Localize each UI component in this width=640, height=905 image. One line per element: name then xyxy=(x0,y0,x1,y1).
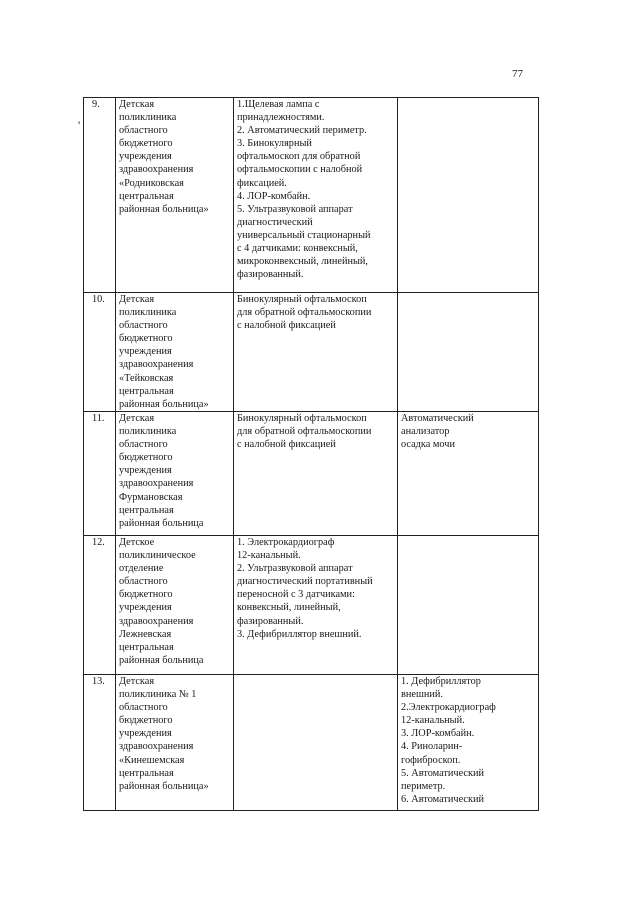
table-row xyxy=(84,293,539,412)
table-row xyxy=(84,536,539,675)
organization-name: Детская поликлиника областного бюджетного учреждения здравоохранения Фурмановская центральная районная больница xyxy=(119,413,204,529)
row-number-cell xyxy=(84,98,116,293)
equipment-cell xyxy=(234,293,398,412)
additional-equipment-cell xyxy=(398,536,539,675)
equipment-list: 1.Щелевая лампа с принадлежностями. 2. Автоматический периметр. 3. Бинокулярный офтальмоскоп для обратной офтальмоскопии с налобной фиксацией. 4. ЛОР-комбайн. 5. Ультразвуковой аппарат диагностический универсальный стационарный с 4 датчиками: конвексный, микроконвексный, линейный, фазированный. xyxy=(237,99,371,281)
equipment-cell xyxy=(234,412,398,536)
organization-cell xyxy=(116,293,234,412)
organization-name: Детская поликлиника областного бюджетного учреждения здравоохранения «Тейковская центральная районная больница» xyxy=(119,294,209,410)
page-number: 77 xyxy=(512,68,523,80)
equipment-list: 1. Электрокардиограф 12-канальный. 2. Ультразвуковой аппарат диагностический портативный переносной с 3 датчиками: конвексный, линейный, фазированный. 3. Дефибриллятор внешний. xyxy=(237,537,373,640)
equipment-cell xyxy=(234,675,398,811)
organization-name: Детская поликлиника № 1 областного бюджетного учреждения здравоохранения «Кинешемская центральная районная больница» xyxy=(119,676,209,792)
organization-cell xyxy=(116,412,234,536)
organization-name: Детская поликлиника областного бюджетного учреждения здравоохранения «Родниковская центральная районная больница» xyxy=(119,99,209,215)
table-row xyxy=(84,98,539,293)
equipment-list: Бинокулярный офтальмоскоп для обратной офтальмоскопии с налобной фиксацией xyxy=(237,413,372,451)
row-number-cell xyxy=(84,293,116,412)
row-number: 12. xyxy=(92,537,105,548)
additional-equipment-list: 1. Дефибриллятор внешний. 2.Электрокардиограф 12-канальный. 3. ЛОР-комбайн. 4. Риноларин- гофиброскоп. 5. Автоматический периметр. 6. Автоматический xyxy=(401,676,496,805)
row-number: 9. xyxy=(92,99,100,110)
organization-name: Детское поликлиническое отделение областного бюджетного учреждения здравоохранения Лежневская центральная районная больница xyxy=(119,537,204,666)
stray-mark: ' xyxy=(78,118,81,132)
row-number: 11. xyxy=(92,413,105,424)
organization-cell xyxy=(116,536,234,675)
organization-cell xyxy=(116,98,234,293)
organization-cell xyxy=(116,675,234,811)
additional-equipment-list: Автоматический анализатор осадка мочи xyxy=(401,413,474,451)
table-row xyxy=(84,675,539,811)
additional-equipment-cell xyxy=(398,293,539,412)
table-row xyxy=(84,412,539,536)
row-number-cell xyxy=(84,412,116,536)
equipment-cell xyxy=(234,536,398,675)
row-number: 13. xyxy=(92,676,105,687)
equipment-cell xyxy=(234,98,398,293)
equipment-table xyxy=(83,97,539,811)
equipment-list: Бинокулярный офтальмоскоп для обратной офтальмоскопии с налобной фиксацией xyxy=(237,294,372,332)
row-number-cell xyxy=(84,675,116,811)
additional-equipment-cell xyxy=(398,412,539,536)
row-number-cell xyxy=(84,536,116,675)
row-number: 10. xyxy=(92,294,105,305)
additional-equipment-cell xyxy=(398,98,539,293)
additional-equipment-cell xyxy=(398,675,539,811)
